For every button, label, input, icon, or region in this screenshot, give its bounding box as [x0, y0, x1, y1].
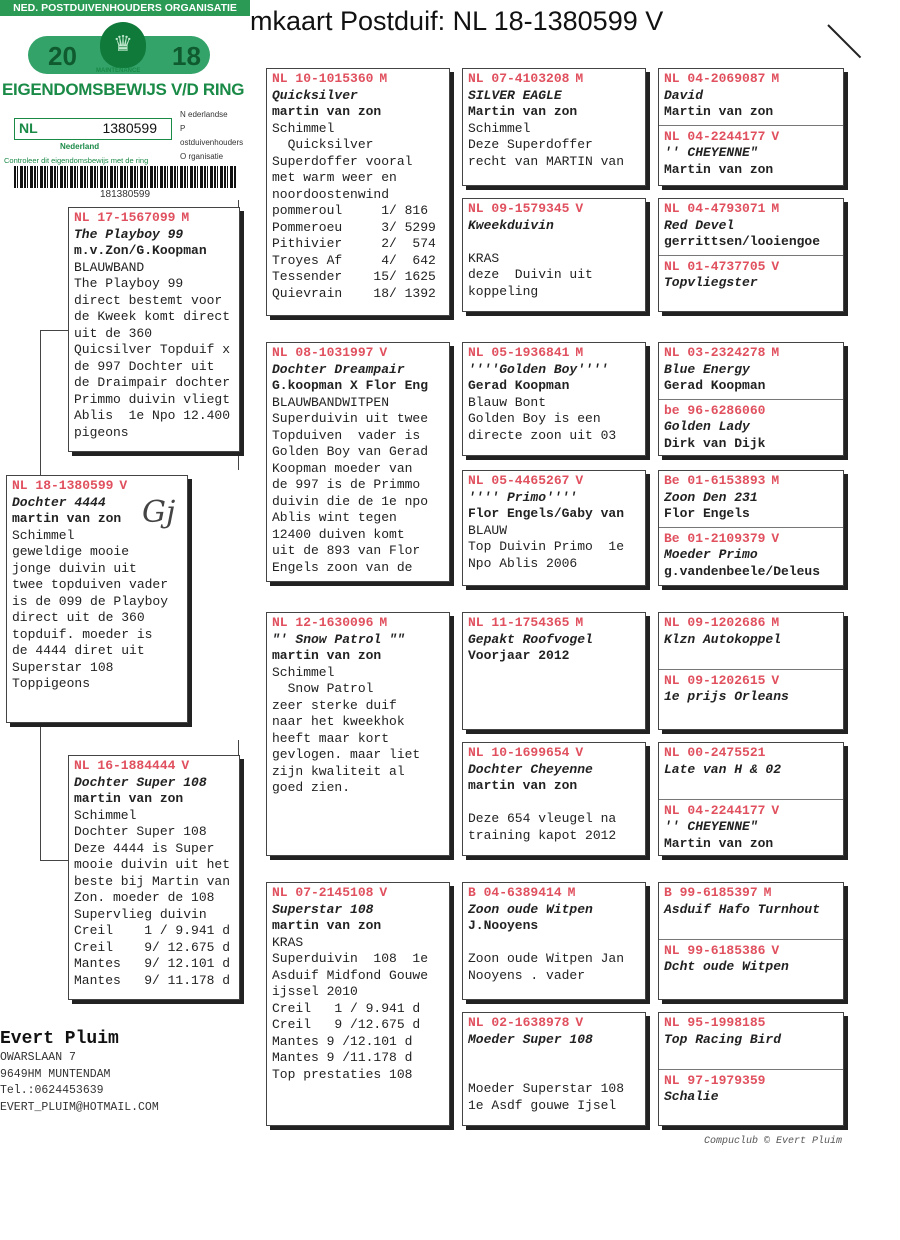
sex: V	[379, 885, 388, 900]
lion-crest-icon: ♛	[100, 22, 146, 68]
ring-number: NL 18-1380599	[12, 478, 114, 493]
owner: martin van zon	[74, 791, 184, 806]
owner: Dirk van Dijk	[664, 435, 766, 451]
detail-line: is de 099 de Playboy	[12, 593, 169, 609]
sex: M	[771, 345, 780, 360]
detail-line: 12400 duiven komt	[272, 526, 405, 542]
pigeon-name: SILVER EAGLE	[468, 87, 562, 103]
cert-year-right: 18	[172, 41, 201, 71]
pedigree-card-ggp-4[interactable]	[462, 470, 646, 586]
detail-line: Nooyens . vader	[468, 967, 586, 983]
detail-line: topduif. moeder is	[12, 626, 153, 642]
owner: m.v.Zon/G.Koopman	[74, 243, 207, 258]
detail-line: Asduif Midfond Gouwe	[272, 967, 429, 983]
pigeon-name: Kweekduivin	[468, 217, 554, 233]
ring-number: NL 07-4103208	[468, 71, 570, 86]
cert-control-text: Controleer dit eigendomsbewijs met de ring	[4, 156, 149, 165]
detail-line: Golden Boy is een	[468, 411, 601, 426]
detail-line: uit de 893 van Flor	[272, 543, 421, 558]
detail-line: deze Duivin uit	[468, 267, 593, 282]
detail-line: The Playboy 99	[74, 276, 184, 291]
divider	[659, 527, 843, 528]
pedigree-card-ggp-6[interactable]	[462, 742, 646, 856]
detail-line: Deze Superdoffer	[468, 137, 593, 152]
sex: M	[763, 885, 772, 900]
sex: M	[379, 71, 388, 86]
pigeon-name: Dochter Super 108	[74, 774, 207, 790]
pedigree-card-mother[interactable]	[68, 755, 240, 1000]
pigeon-name: Top Racing Bird	[664, 1031, 782, 1047]
detail-line: 1e Asdf gouwe Ijsel	[468, 1097, 617, 1113]
detail-line: BLAUWBAND	[74, 259, 145, 275]
owner: Martin van zon	[664, 161, 774, 177]
detail-line: pommeroul 1/ 816	[272, 203, 429, 218]
sex: V	[771, 942, 780, 958]
cert-caption: MAINTENANCE	[96, 68, 141, 74]
sex: V	[771, 672, 780, 688]
owner: Martin van zon	[468, 104, 578, 119]
detail-line: goed zien.	[272, 780, 351, 795]
detail-line: Mantes 9 /11.178 d	[272, 1050, 413, 1065]
detail-line: met warm weer en	[272, 170, 397, 185]
detail-line: Creil 1 / 9.941 d	[74, 923, 231, 938]
ring-number: NL 09-1202615	[664, 672, 766, 688]
detail-line: Voorjaar 2012	[468, 648, 570, 663]
pedigree-card-gggp-pair-4[interactable]	[658, 470, 844, 586]
pigeon-name: '' CHEYENNE"	[664, 145, 758, 160]
detail-line: Engels zoon van de	[272, 559, 413, 575]
detail-line: naar het kweekhok	[272, 714, 405, 729]
sex: V	[771, 258, 780, 274]
ring-number: Be 01-6153893	[664, 473, 766, 488]
pigeon-name: Gepakt Roofvogel	[468, 631, 593, 647]
detail-line: Top prestaties 108	[272, 1066, 413, 1082]
pigeon-name: 1e prijs Orleans	[664, 689, 789, 704]
detail-line: Quicsilver Topduif x	[74, 342, 231, 357]
cert-ring-box	[14, 118, 172, 140]
owner: Martin van zon	[664, 104, 774, 119]
detail-line: Moeder Superstar 108	[468, 1081, 625, 1096]
detail-line: Quicksilver	[272, 137, 374, 152]
detail-line: direct bestemt voor	[74, 292, 223, 308]
sex: M	[567, 885, 576, 900]
detail-line: de 4444 diret uit	[12, 643, 145, 658]
detail-line: zijn kwaliteit al	[272, 763, 405, 779]
detail-line: koppeling	[468, 283, 539, 299]
detail-line: pigeons	[74, 424, 129, 440]
ring-number: NL 05-4465267	[468, 473, 570, 488]
divider	[659, 125, 843, 126]
owner: G.koopman X Flor Eng	[272, 378, 429, 393]
ring-number: NL 07-2145108	[272, 885, 374, 900]
pedigree-card-gf-paternal[interactable]	[266, 68, 450, 316]
pedigree-card-gggp-pair-6[interactable]	[658, 742, 844, 856]
detail-line: heeft maar kort	[272, 730, 390, 746]
ring-number: NL 08-1031997	[272, 345, 374, 360]
detail-line: Zoon oude Witpen Jan	[468, 951, 625, 966]
detail-line: mooie duivin uit het	[74, 857, 231, 872]
ring-number: NL 00-2475521	[664, 745, 766, 760]
divider	[659, 255, 843, 256]
detail-line: Mantes 9/ 11.178 d	[74, 972, 231, 988]
detail-line: Pithivier 2/ 574	[272, 236, 436, 251]
ring-number: Be 01-2109379	[664, 530, 766, 546]
detail-line: Topduiven vader is	[272, 427, 421, 443]
owner: J.Nooyens	[468, 918, 539, 933]
npo-line: N ederlandse	[180, 110, 228, 119]
pigeon-name: David	[664, 87, 704, 103]
sex: V	[119, 478, 128, 493]
pigeon-name: Dcht oude Witpen	[664, 959, 789, 974]
ring-number: NL 04-2069087	[664, 71, 766, 86]
detail-line: geweldige mooie	[12, 544, 130, 559]
pedigree-card-gm-maternal[interactable]	[266, 882, 450, 1126]
detail-line: gevlogen. maar liet	[272, 747, 421, 762]
pigeon-name: Blue Energy	[664, 361, 750, 377]
detail-line: Npo Ablis 2006	[468, 555, 578, 571]
sex: M	[575, 345, 584, 360]
detail-line: Troyes Af 4/ 642	[272, 252, 436, 268]
pedigree-card-ggp-2[interactable]	[462, 198, 646, 312]
detail-line: Schimmel	[272, 664, 335, 680]
owner: Martin van zon	[664, 835, 774, 851]
ring-number: NL 97-1979359	[664, 1072, 766, 1088]
owner: Flor Engels/Gaby van	[468, 506, 625, 521]
cert-year-left: 20	[48, 41, 77, 71]
connector-line	[40, 726, 41, 860]
detail-line: zeer sterke duif	[272, 697, 397, 713]
detail-line: ijssel 2010	[272, 984, 358, 999]
pigeon-name: Red Devel	[664, 217, 735, 233]
detail-line: Schimmel	[12, 527, 75, 543]
pigeon-name: Dochter Cheyenne	[468, 761, 593, 777]
detail-line: Mantes 9 /12.101 d	[272, 1033, 413, 1049]
cert-ring-number: 1380599	[102, 120, 157, 136]
pigeon-name: The Playboy 99	[74, 226, 184, 242]
detail-line: KRAS	[468, 250, 500, 266]
detail-line: de 997 Dochter uit	[74, 358, 215, 374]
detail-line: Ablis wint tegen	[272, 510, 397, 525]
pigeon-name: Late van H & 02	[664, 761, 782, 777]
sex: V	[575, 201, 584, 216]
detail-line: de 997 is de Primmo	[272, 477, 421, 492]
pigeon-name: Klzn Autokoppel	[664, 631, 782, 647]
ring-number: NL 12-1630096	[272, 615, 374, 630]
cert-caption-left: Nederland	[60, 142, 100, 151]
ring-number: be 96-6286060	[664, 402, 766, 418]
owner: gerrittsen/looiengoe	[664, 234, 821, 249]
owner: martin van zon	[12, 511, 122, 526]
sex: M	[771, 201, 780, 216]
detail-line: directe zoon uit 03	[468, 427, 617, 443]
pigeon-name: Zoon Den 231	[664, 489, 758, 505]
detail-line: Pommeroeu 3/ 5299	[272, 219, 436, 235]
detail-line: Superdoffer vooral	[272, 153, 413, 169]
detail-line: Creil 1 / 9.941 d	[272, 1000, 421, 1016]
cert-heading: EIGENDOMSBEWIJS V/D RING	[2, 80, 245, 99]
pigeon-name: Dochter Dreampair	[272, 361, 405, 377]
ring-number: NL 09-1202686	[664, 615, 766, 630]
pedigree-card-ggp-7[interactable]	[462, 882, 646, 1000]
sex: M	[181, 210, 190, 225]
detail-line: direct uit de 360	[12, 610, 145, 625]
detail-line: uit de 360	[74, 325, 153, 341]
detail-line: BLAUWBANDWITPEN	[272, 394, 390, 410]
pigeon-name: Dochter 4444	[12, 494, 106, 510]
ring-number: B 99-6185397	[664, 885, 758, 900]
pen-mark	[827, 24, 861, 58]
pigeon-name: Superstar 108	[272, 901, 374, 917]
divider	[659, 399, 843, 400]
ring-number: NL 04-4793071	[664, 201, 766, 216]
sex: M	[575, 615, 584, 630]
connector-line	[40, 330, 68, 331]
sex: V	[379, 345, 388, 360]
detail-line: BLAUW	[468, 522, 508, 538]
ring-number: NL 95-1998185	[664, 1015, 766, 1030]
pedigree-card-ggp-8[interactable]	[462, 1012, 646, 1126]
sex: M	[771, 71, 780, 86]
cert-org: NED. POSTDUIVENHOUDERS ORGANISATIE	[0, 0, 250, 16]
pigeon-name: '''' Primo''''	[468, 489, 578, 505]
detail-line: de Kweek komt direct	[74, 309, 231, 324]
detail-line: Tessender 15/ 1625	[272, 269, 436, 284]
pedigree-card-ggp-1[interactable]	[462, 68, 646, 186]
detail-line: Snow Patrol	[272, 681, 374, 696]
detail-line: Blauw Bont	[468, 394, 547, 410]
sex: V	[771, 128, 780, 144]
npo-line: P ostduivenhouders	[180, 124, 244, 147]
sex: V	[771, 530, 780, 546]
detail-line: Golden Boy van Gerad	[272, 444, 429, 459]
detail-line: twee topduiven vader	[12, 577, 169, 592]
owner: martin van zon	[272, 104, 382, 119]
pigeon-name: Moeder Super 108	[468, 1031, 593, 1047]
owner: g.vandenbeele/Deleus	[664, 563, 821, 579]
detail-line: Deze 4444 is Super	[74, 840, 215, 856]
barcode	[14, 166, 236, 188]
pedigree-card-ggp-3[interactable]	[462, 342, 646, 456]
pigeon-name: Moeder Primo	[664, 547, 758, 562]
detail-line: duivin die de 1e npo	[272, 493, 429, 509]
pigeon-name: Topvliegster	[664, 275, 758, 290]
detail-line: Supervlieg duivin	[74, 906, 207, 922]
detail-line: Creil 9 /12.675 d	[272, 1017, 421, 1032]
sex: M	[771, 615, 780, 630]
connector-line	[40, 330, 41, 478]
detail-line: Schimmel	[74, 807, 137, 823]
owner: Gerad Koopman	[664, 378, 766, 393]
detail-line: training kapot 2012	[468, 827, 617, 843]
ring-number: NL 16-1884444	[74, 758, 176, 773]
ring-number: NL 10-1699654	[468, 745, 570, 760]
page-title: mkaart Postduif: NL 18-1380599 V	[250, 6, 664, 36]
pigeon-name: '' CHEYENNE"	[664, 819, 758, 834]
pigeon-name: Golden Lady	[664, 419, 750, 434]
pedigree-card-gf-maternal[interactable]	[266, 612, 450, 856]
npo-line: O rganisatie	[180, 152, 224, 161]
ring-number: NL 11-1754365	[468, 615, 570, 630]
cert-country: NL	[19, 120, 38, 136]
breeder-phone: Tel.:0624453639	[0, 1084, 104, 1097]
ring-number: NL 05-1936841	[468, 345, 570, 360]
detail-line: Ablis 1e Npo 12.400	[74, 408, 231, 423]
divider	[659, 669, 843, 670]
pigeon-name: Asduif Hafo Turnhout	[664, 901, 821, 917]
detail-line: Dochter Super 108	[74, 824, 207, 839]
detail-line: Primmo duivin vliegt	[74, 391, 231, 407]
detail-line: Schimmel	[272, 120, 335, 136]
detail-line: Superstar 108	[12, 659, 114, 675]
breeder-address: OWARSLAAN 7	[0, 1051, 76, 1064]
ring-number: NL 09-1579345	[468, 201, 570, 216]
sex: M	[771, 473, 780, 488]
breeder-city: 9649HM MUNTENDAM	[0, 1067, 111, 1081]
pedigree-card-gggp-pair-3[interactable]	[658, 342, 844, 456]
pedigree-card-gggp-pair-5[interactable]	[658, 612, 844, 730]
detail-line: Superduivin uit twee	[272, 411, 429, 426]
pedigree-card-ggp-5[interactable]	[462, 612, 646, 730]
ring-certificate	[0, 0, 250, 205]
pedigree-card-father[interactable]	[68, 207, 240, 452]
detail-line: Deze 654 vleugel na	[468, 811, 617, 826]
sex: V	[575, 1015, 584, 1030]
ring-number: NL 17-1567099	[74, 210, 176, 225]
detail-line: Zon. moeder de 108	[74, 890, 215, 905]
divider	[659, 799, 843, 800]
ring-number: NL 01-4737705	[664, 258, 766, 274]
pigeon-name: Quicksilver	[272, 87, 358, 103]
detail-line: Top Duivin Primo 1e	[468, 539, 625, 554]
ring-number: NL 99-6185386	[664, 942, 766, 958]
detail-line: noordoostenwind	[272, 186, 390, 202]
divider	[659, 939, 843, 940]
connector-line	[40, 860, 68, 861]
detail-line: recht van MARTIN van	[468, 153, 625, 169]
detail-line: KRAS	[272, 934, 304, 950]
pedigree-card-gggp-pair-8[interactable]	[658, 1012, 844, 1126]
ring-number: NL 02-1638978	[468, 1015, 570, 1030]
pigeon-name: "' Snow Patrol ""	[272, 631, 405, 647]
owner: Gerad Koopman	[468, 378, 570, 393]
breeder-name: Evert Pluim	[0, 1029, 119, 1049]
ring-number: NL 04-2244177	[664, 802, 766, 818]
sex: V	[771, 802, 780, 818]
detail-line: jonge duivin uit	[12, 560, 137, 576]
sex: M	[575, 71, 584, 86]
breeder-info	[0, 1028, 159, 1116]
detail-line: Quievrain 18/ 1392	[272, 285, 436, 301]
detail-line: Toppigeons	[12, 676, 91, 691]
pigeon-name: Schalie	[664, 1089, 719, 1104]
owner: martin van zon	[468, 778, 578, 793]
owner: martin van zon	[272, 918, 382, 933]
detail-line: Mantes 9/ 12.101 d	[74, 956, 231, 971]
pedigree-card-gggp-pair-1[interactable]	[658, 68, 844, 186]
detail-line: beste bij Martin van	[74, 873, 231, 889]
ring-number: B 04-6389414	[468, 885, 562, 900]
ring-number: NL 10-1015360	[272, 71, 374, 86]
sex: V	[575, 745, 584, 760]
breeder-email: EVERT_PLUIM@HOTMAIL.COM	[0, 1100, 159, 1114]
detail-line: de Draimpair dochter	[74, 375, 231, 390]
sex: V	[575, 473, 584, 488]
detail-line: Schimmel	[468, 120, 531, 136]
owner: Flor Engels	[664, 506, 750, 521]
detail-line: Creil 9/ 12.675 d	[74, 939, 231, 955]
sex: M	[379, 615, 388, 630]
pedigree-card-gm-paternal[interactable]	[266, 342, 450, 582]
pedigree-card-gggp-pair-2[interactable]	[658, 198, 844, 312]
pedigree-card-gggp-pair-7[interactable]	[658, 882, 844, 1000]
pigeon-name: ''''Golden Boy''''	[468, 361, 609, 377]
ring-number: NL 04-2244177	[664, 128, 766, 144]
owner: martin van zon	[272, 648, 382, 663]
detail-line: Koopman moeder van	[272, 460, 413, 476]
footer-credit: Compuclub © Evert Pluim	[704, 1136, 843, 1147]
ring-number: NL 03-2324278	[664, 345, 766, 360]
pigeon-name: Zoon oude Witpen	[468, 901, 593, 917]
detail-line: Superduivin 108 1e	[272, 951, 429, 966]
npo-letters	[180, 108, 250, 164]
sex: V	[181, 758, 190, 773]
handwritten-mark: Gj	[142, 495, 176, 530]
divider	[659, 1069, 843, 1070]
barcode-number: 181380599	[100, 189, 151, 200]
